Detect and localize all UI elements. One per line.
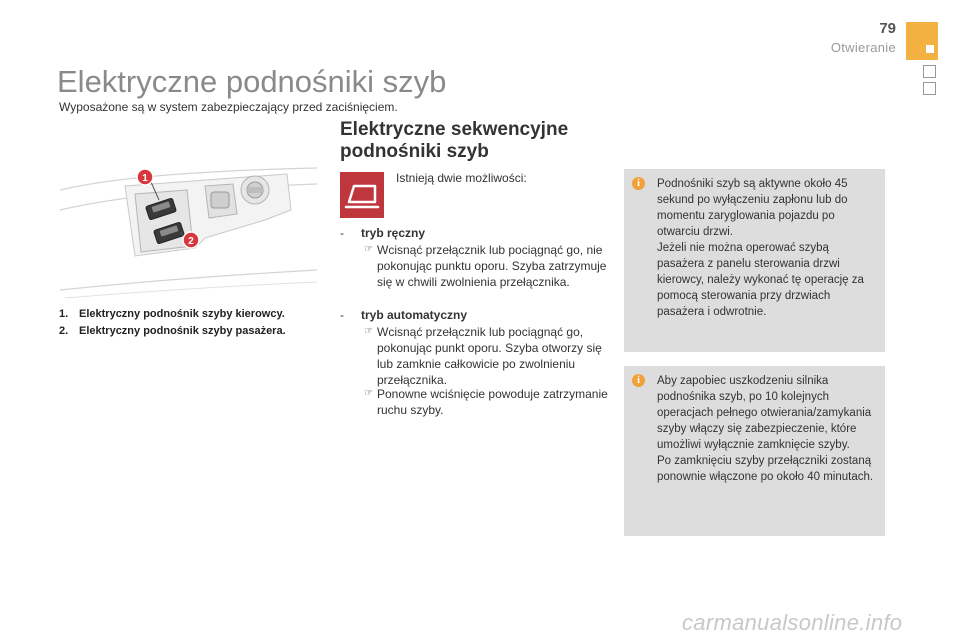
hand-pointer-icon: ☞ <box>364 326 373 337</box>
mode-title-automatic: tryb automatyczny <box>361 308 468 322</box>
page-number: 79 <box>879 20 896 37</box>
nav-box-icon <box>923 65 936 78</box>
caption-item: 1. Elektryczny podnośnik szyby kierowcy. <box>59 308 285 320</box>
info-icon: i <box>632 177 645 190</box>
info-box-protection: i Aby zapobiec uszkodzeniu silnika podnośnika szyb, po 10 kolejnych operacjach pełnego otwierania/zamykania szyby włączy się zabezpieczenie, które umożliwi wyłącznie zamknięcie szyby. Po zamknięciu szyby przełączniki zostaną ponownie włączone po około 40 minutach. <box>624 366 885 536</box>
section-tab <box>906 22 938 60</box>
step-item: ☞ Wcisnąć przełącznik lub pociągnąć go, nie pokonując punktu oporu. Szyba zatrzymuje się w chwili zwolnienia przełącznika. <box>364 243 607 289</box>
intro-text: Istnieją dwie możliwości: <box>396 171 527 185</box>
page-title: Elektryczne podnośniki szyb <box>57 64 447 99</box>
marker-2-label: 2 <box>188 236 194 247</box>
info-box-activity: i Podnośniki szyb są aktywne około 45 sekund po wyłączeniu zapłonu lub do momentu zaryglowania pojazdu po otwarciu drzwi. Jeżeli nie można operować szybą pasażera z panelu sterowania drzwi kierowcy, należy wykonać tę operację za pomocą sterowania przy drzwiach pasażera i odwrotnie. <box>624 169 885 352</box>
mode-title-manual: tryb ręczny <box>361 226 426 240</box>
nav-box-icon <box>923 82 936 95</box>
caption-item: 2. Elektryczny podnośnik szyby pasażera. <box>59 325 286 337</box>
tab-square-icon <box>926 45 934 53</box>
step-item: ☞ Ponowne wciśnięcie powoduje zatrzymanie ruchu szyby. <box>364 387 608 417</box>
hand-pointer-icon: ☞ <box>364 244 373 255</box>
hand-pointer-icon: ☞ <box>364 388 373 399</box>
info-icon: i <box>632 374 645 387</box>
modes-list: - tryb ręczny ☞ Wcisnąć przełącznik lub pociągnąć go, nie pokonując punktu oporu. Szyba zatrzymuje się w chwili zwolnienia przełącznika. - tryb automatyczny ☞ Wcisnąć przełącznik lub pociągnąć go, pokonując punkt oporu. Szyba otworzy się lub zamknie całkowicie po zwolnieniu przełącznika. ☞ Ponowne wciśnięcie powoduje zatrzymanie ruchu szyby. <box>340 225 620 425</box>
step-item: ☞ Wcisnąć przełącznik lub pociągnąć go, pokonując punkt oporu. Szyba otworzy się lub zamknie całkowicie po zwolnieniu przełącznika. <box>364 325 602 387</box>
section-heading: Elektryczne sekwencyjne podnośniki szyb <box>340 119 569 162</box>
page-subtitle: Wyposażone są w system zabezpieczający przed zaciśnięciem. <box>59 100 398 114</box>
section-name: Otwieranie <box>830 40 896 55</box>
marker-1-label: 1 <box>142 173 148 184</box>
window-switch-illustration <box>55 160 320 305</box>
door-panel-drawing <box>55 160 320 305</box>
window-switch-icon <box>340 172 384 218</box>
watermark: carmanualsonline.info <box>682 610 903 635</box>
illustration-captions <box>59 306 324 340</box>
